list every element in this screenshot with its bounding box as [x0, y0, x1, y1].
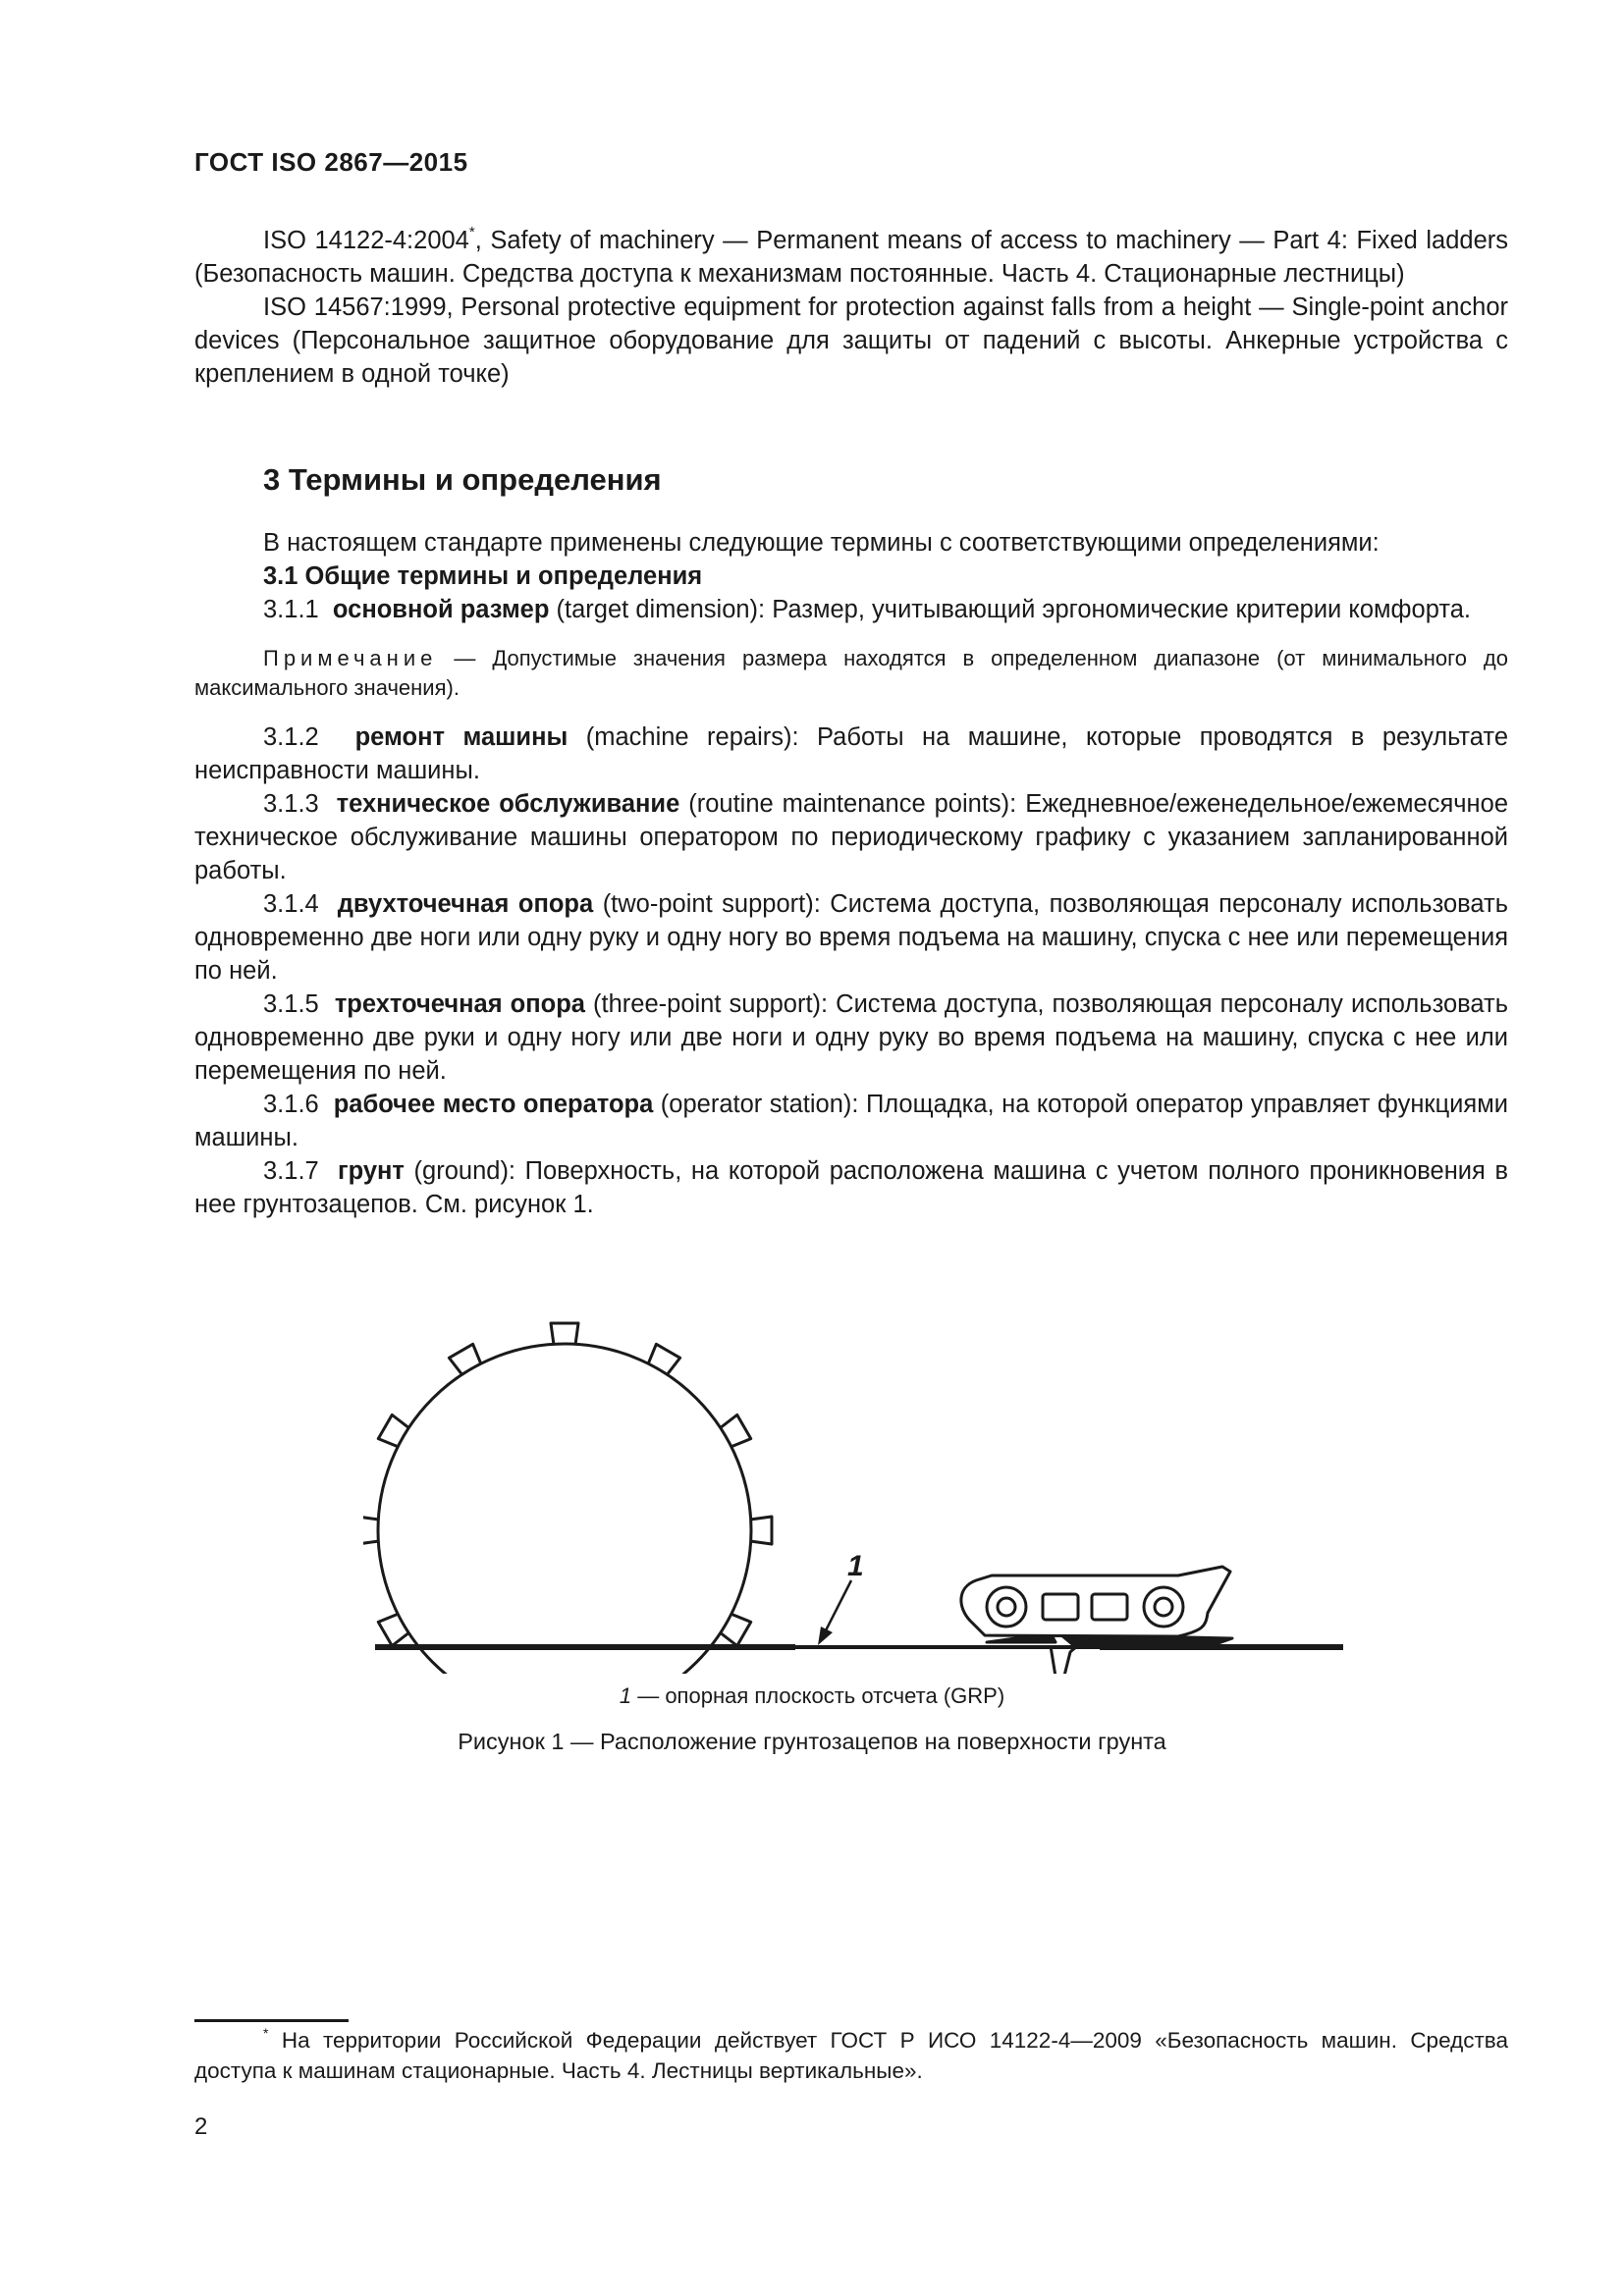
term-definition: 3.1.5 трехточечная опора (three-point support): Система доступа, позволяющая персоналу использовать одновременно две руки и одну ногу или две ноги и одну руку во время подъема на машину, спуска с нее или перемещения по ней. [194, 990, 1509, 1085]
footnote-marker: * [263, 2025, 269, 2041]
callout-label: 1 [847, 1550, 864, 1582]
reference-item: ISO 14567:1999, Personal protective equipment for protection against falls from a height — Single-point anchor devices (Персональное защитное оборудование для защиты от падений с высоты. Анкерные устройства с креплением в одной точке) [194, 294, 1508, 388]
figure-grouser-diagram [363, 1242, 1345, 1674]
term-note: Примечание — Допустимые значения размера находятся в определенном диапазоне (от минимального до максимального значения). [194, 646, 1508, 700]
footnote-separator [194, 2019, 349, 2022]
reference-item: ISO 14122-4:2004*, Safety of machinery — Permanent means of access to machinery — Part 4: Fixed ladders (Безопасность машин. Средства доступа к механизмам постоянные. Часть 4. Стационарные лестницы) [194, 224, 1508, 288]
figure-caption: Рисунок 1 — Расположение грунтозацепов на поверхности грунта [458, 1729, 1166, 1754]
callout-leader [818, 1580, 851, 1645]
section-intro: В настоящем стандарте применены следующие термины с соответствующими определениями: [263, 529, 1380, 557]
footnote: * На территории Российской Федерации действует ГОСТ Р ИСО 14122-4—2009 «Безопасность машин. Средства доступа к машинам стационарные. Часть 4. Лестницы вертикальные». [194, 2025, 1508, 2083]
document-code-header: ГОСТ ISO 2867—2015 [194, 147, 468, 177]
footnote-marker: * [468, 224, 475, 240]
wheel-rim [378, 1344, 751, 1674]
term-definition: 3.1.4 двухточечная опора (two-point support): Система доступа, позволяющая персоналу использовать одновременно две ноги или одну руку и одну ногу во время подъема на машину, спуска с нее или перемещения по ней. [194, 890, 1509, 985]
term-definition: 3.1.3 техническое обслуживание (routine maintenance points): Ежедневное/еженедельное/ежемесячное техническое обслуживание машины оператором по периодическому графику с указанием запланированной работы. [194, 790, 1509, 884]
term-definition: 3.1.6 рабочее место оператора (operator station): Площадка, на которой оператор управляет функциями машины. [194, 1091, 1508, 1151]
page-number: 2 [194, 2113, 208, 2140]
normative-references-block [194, 224, 1508, 391]
track-section [961, 1567, 1232, 1674]
term-definition: 3.1.2 ремонт машины (machine repairs): Работы на машине, которые проводятся в результате неисправности машины. [194, 723, 1509, 784]
section-title: 3 Термины и определения [263, 462, 662, 497]
terms-block [194, 526, 1508, 1221]
figure-key: 1 — опорная плоскость отсчета (GRP) [619, 1683, 1005, 1708]
subsection-title: 3.1 Общие термины и определения [263, 562, 703, 590]
term-definition: 3.1.1 основной размер (target dimension): Размер, учитывающий эргономические критерии комфорта. [263, 596, 1471, 623]
term-definition: 3.1.7 грунт (ground): Поверхность, на которой расположена машина с учетом полного проникновения в нее грунтозацепов. См. рисунок 1. [194, 1157, 1508, 1218]
